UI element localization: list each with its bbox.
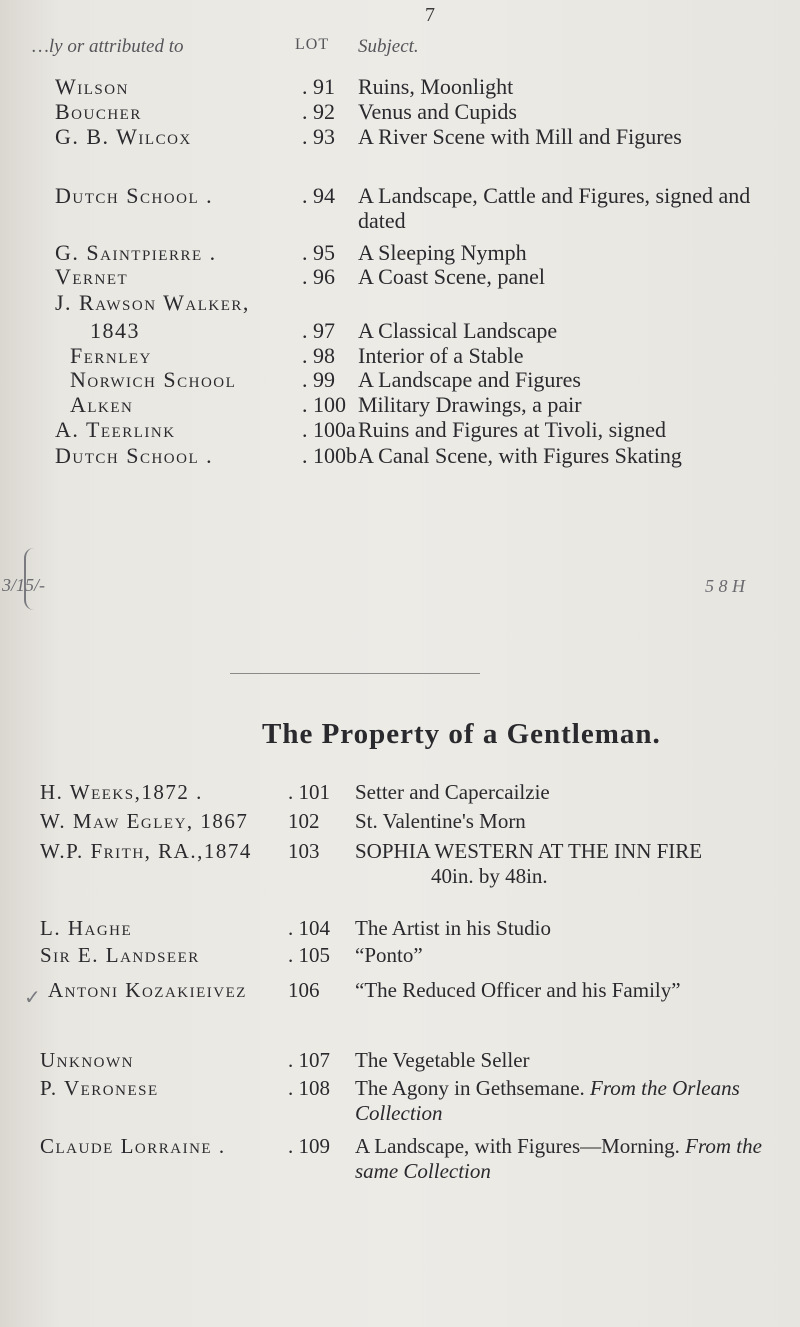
lot-subject: A Sleeping Nymph [358, 240, 527, 265]
lot-number: . 97 [302, 318, 335, 343]
lot-artist: P. Veronese [40, 1076, 159, 1100]
lot-provenance: From the same Collection [355, 1134, 762, 1183]
lot-number: . 108 [288, 1076, 330, 1100]
lot-subject: The Vegetable Seller [355, 1048, 530, 1072]
lot-artist: L. Haghe [40, 916, 133, 940]
lot-artist: 1843 [90, 318, 140, 343]
lot-artist: H. Weeks,1872 . [40, 780, 203, 804]
lot-subject: Setter and Capercailzie [355, 780, 550, 804]
lot-subject [355, 839, 785, 889]
lot-subject: The Artist in his Studio [355, 916, 552, 940]
lot-subject [355, 1134, 785, 1184]
lot-artist: Alken [70, 392, 134, 417]
lot-subject: Interior of a Stable [358, 343, 524, 368]
lot-subject: St. Valentine's Morn [355, 809, 526, 833]
column-header-subject: Subject. [358, 36, 419, 57]
lot-number: . 105 [288, 943, 330, 967]
lot-number: . 95 [302, 240, 335, 265]
lot-subject: A Classical Landscape [358, 318, 558, 343]
lot-artist: A. Teerlink [55, 417, 176, 442]
lot-number: . 100b [302, 443, 357, 468]
pencil-price-annotation: 5 8 H [705, 576, 745, 596]
lot-artist: Vernet [55, 264, 129, 289]
lot-artist: Wilson [55, 74, 129, 99]
lot-artist: Unknown [40, 1048, 134, 1072]
lot-number: . 109 [288, 1134, 330, 1158]
lot-number: . 93 [302, 124, 335, 149]
lot-artist: W. Maw Egley, 1867 [40, 809, 249, 833]
column-header-lot: LOT [295, 36, 330, 53]
lot-subject: Ruins and Figures at Tivoli, signed [358, 417, 667, 442]
lot-subject: “Ponto” [355, 943, 423, 967]
page-number: 7 [425, 4, 435, 26]
lot-subject: Venus and Cupids [358, 99, 517, 124]
lot-number: 103 [288, 839, 320, 863]
lot-dimensions: 40in. by 48in. [431, 864, 548, 888]
pencil-price-annotation: 3/15/- [2, 575, 45, 595]
lot-number: 106 [288, 978, 320, 1002]
lot-number: . 104 [288, 916, 330, 940]
section-title: The Property of a Gentleman. [262, 718, 661, 750]
section-divider [230, 673, 480, 674]
pencil-mark: ✓ [24, 987, 41, 1009]
lot-artist: Claude Lorraine . [40, 1134, 226, 1158]
lot-artist: Norwich School [70, 367, 237, 392]
lot-title: SOPHIA WESTERN AT THE INN FIRE [355, 839, 703, 863]
lot-number: . 92 [302, 99, 335, 124]
lot-artist: Fernley [70, 343, 152, 368]
lot-number: . 91 [302, 74, 335, 99]
lot-artist: Dutch School . [55, 183, 214, 208]
lot-subject: Military Drawings, a pair [358, 392, 582, 417]
lot-number: . 98 [302, 343, 335, 368]
lot-number: . 107 [288, 1048, 330, 1072]
lot-subject: A Coast Scene, panel [358, 264, 545, 289]
lot-subject: A Landscape, Cattle and Figures, signed and dated [358, 183, 751, 233]
column-header-artist: …ly or attributed to [32, 36, 184, 57]
lot-title: A Landscape, with Figures—Morning. [355, 1134, 680, 1158]
lot-subject: A Landscape and Figures [358, 367, 581, 392]
lot-artist: Boucher [55, 99, 142, 124]
lot-number: . 101 [288, 780, 330, 804]
lot-subject [355, 1076, 785, 1126]
lot-subject: A Canal Scene, with Figures Skating [358, 443, 682, 468]
lot-subject: “The Reduced Officer and his Family” [355, 978, 681, 1002]
lot-number: . 100 [302, 392, 346, 417]
lot-artist: G. B. Wilcox [55, 124, 192, 149]
lot-number: 102 [288, 809, 320, 833]
lot-subject: A River Scene with Mill and Figures [358, 124, 682, 149]
lot-artist: J. Rawson Walker, [55, 290, 250, 315]
lot-artist: G. Saintpierre . [55, 240, 217, 265]
lot-artist: Dutch School . [55, 443, 214, 468]
lot-number: . 100a [302, 417, 356, 442]
lot-artist: W.P. Frith, RA.,1874 [40, 839, 252, 863]
lot-number: . 99 [302, 367, 335, 392]
lot-number: . 96 [302, 264, 335, 289]
lot-artist: Sir E. Landseer [40, 943, 200, 967]
lot-artist: Antoni Kozakieivez [48, 978, 247, 1002]
lot-number: . 94 [302, 183, 335, 208]
lot-provenance: From the Orleans Collection [355, 1076, 740, 1125]
lot-subject: Ruins, Moonlight [358, 74, 514, 99]
lot-title: The Agony in Gethsemane. [355, 1076, 585, 1100]
